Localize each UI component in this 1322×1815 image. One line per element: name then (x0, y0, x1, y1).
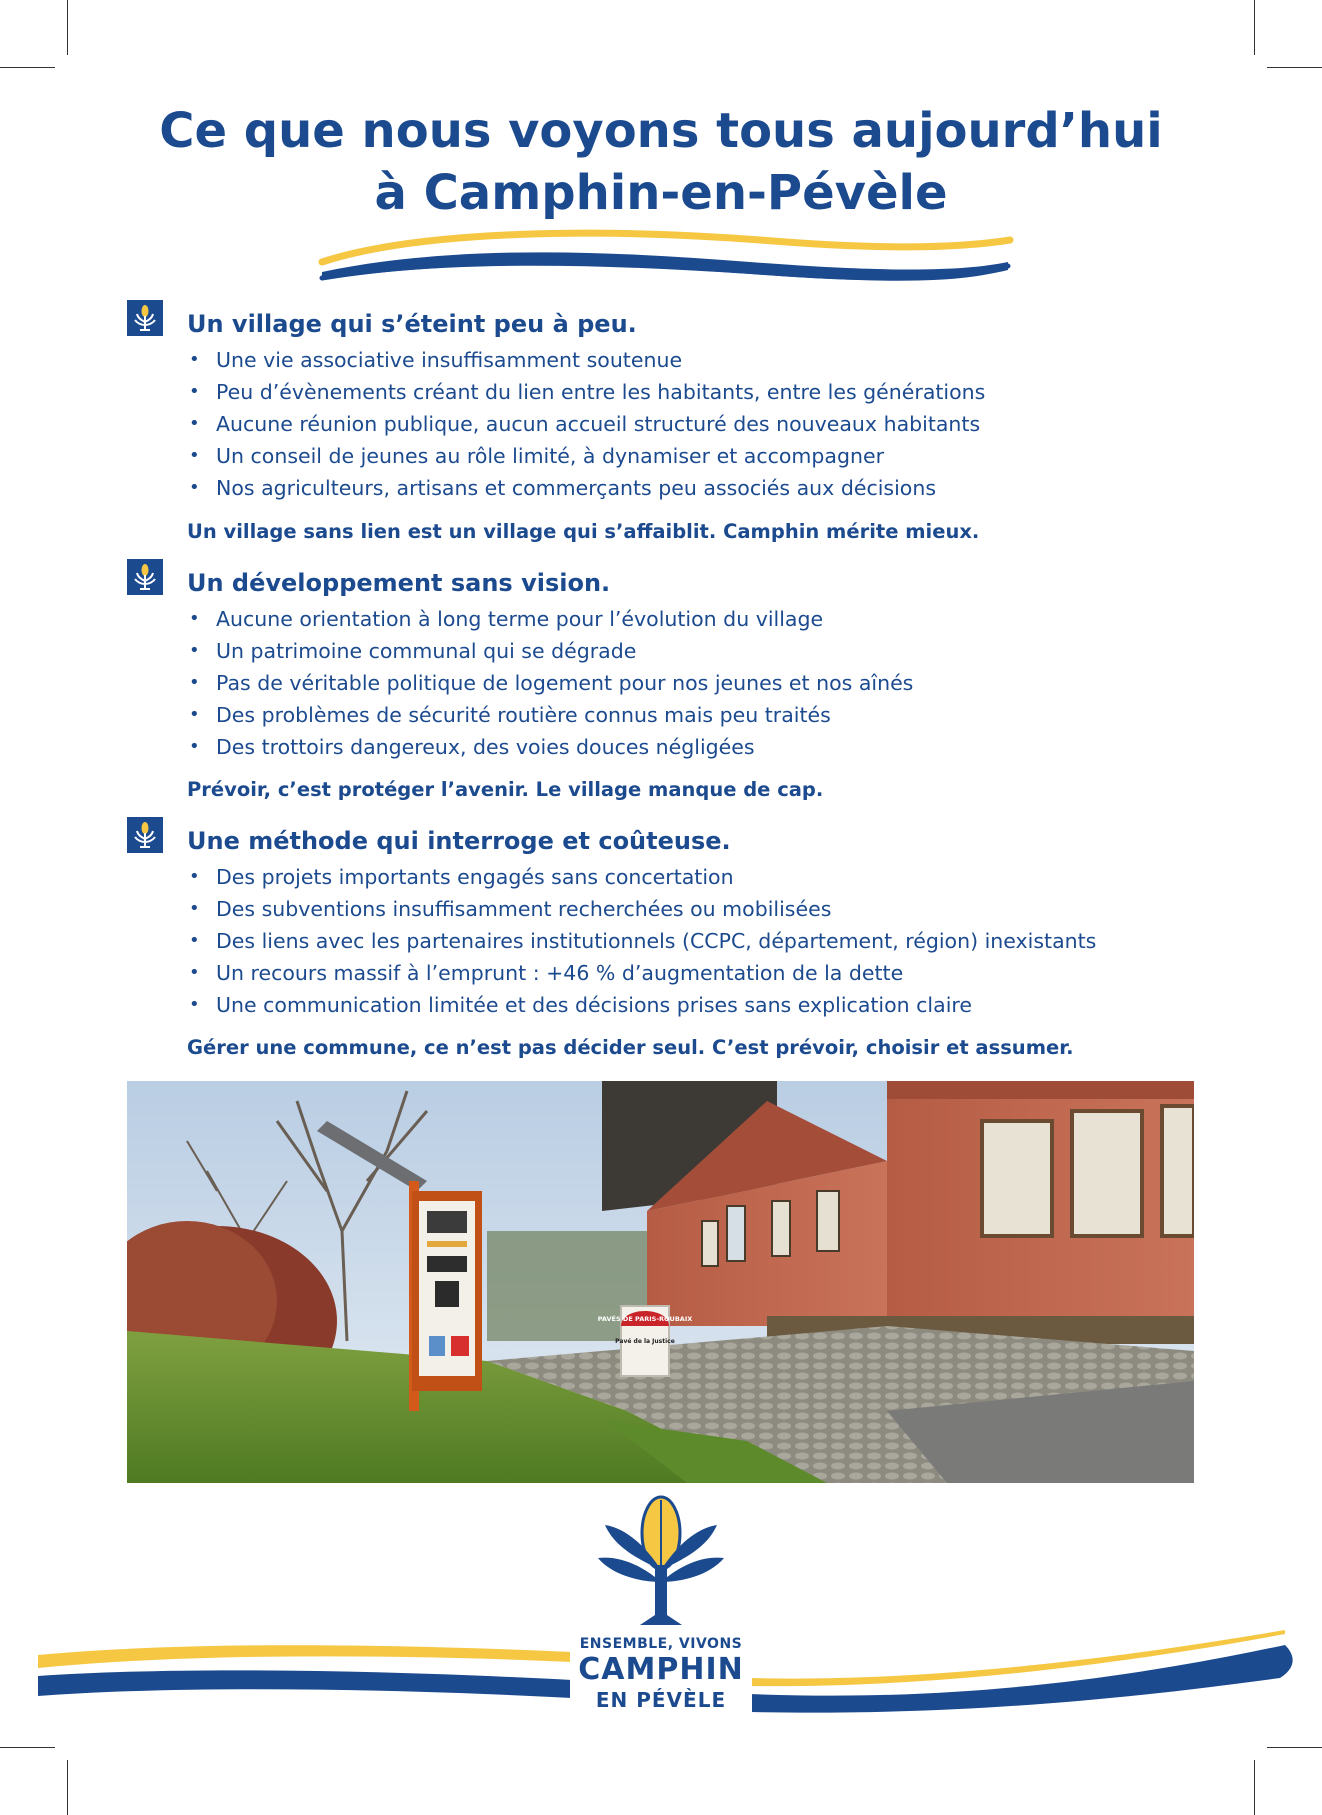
list-item: • Une communication limitée et des décisions prises sans explication claire (187, 989, 1096, 1021)
section-conclusion: Gérer une commune, ce n’est pas décider seul. C’est prévoir, choisir et assumer. (187, 1036, 1074, 1059)
list-item: • Nos agriculteurs, artisans et commerçants peu associés aux décisions (187, 472, 985, 504)
list-item: • Des problèmes de sécurité routière connus mais peu traités (187, 699, 913, 731)
section-heading: Une méthode qui interroge et coûteuse. (187, 827, 731, 855)
list-item: • Peu d’évènements créant du lien entre les habitants, entre les générations (187, 376, 985, 408)
sign-top-text: PAVÉS DE PARIS-ROUBAIX (597, 1315, 693, 1323)
list-item: • Une vie associative insuffisamment soutenue (187, 344, 985, 376)
section-heading: Un village qui s’éteint peu à peu. (187, 310, 637, 338)
section-heading: Un développement sans vision. (187, 569, 611, 597)
list-item: • Des projets importants engagés sans concertation (187, 861, 1096, 893)
list-item: • Aucune orientation à long terme pour l’évolution du village (187, 603, 913, 635)
logo-text-line3: EN PÉVÈLE (595, 1688, 727, 1712)
title-line-2: à Camphin-en-Pévèle (374, 165, 948, 221)
list-item: • Pas de véritable politique de logement pour nos jeunes et nos aînés (187, 667, 913, 699)
section-conclusion: Prévoir, c’est protéger l’avenir. Le village manque de cap. (187, 778, 824, 801)
logo-text-line2: CAMPHIN (578, 1652, 744, 1687)
list-item: • Des subventions insuffisamment recherchées ou mobilisées (187, 893, 1096, 925)
sign-name-text: Pavé de la Justice (615, 1338, 675, 1345)
list-item: • Un conseil de jeunes au rôle limité, à dynamiser et accompagner (187, 440, 985, 472)
list-item: • Aucune réunion publique, aucun accueil structuré des nouveaux habitants (187, 408, 985, 440)
section-conclusion: Un village sans lien est un village qui s’affaiblit. Camphin mérite mieux. (187, 520, 980, 543)
list-item: • Un recours massif à l’emprunt : +46 % d’augmentation de la dette (187, 957, 1096, 989)
logo-text-line1: ENSEMBLE, VIVONS (579, 1636, 743, 1652)
list-item: • Des liens avec les partenaires institutionnels (CCPC, département, région) inexistants (187, 925, 1096, 957)
list-item: • Des trottoirs dangereux, des voies douces négligées (187, 731, 913, 763)
tree-logo-icon (598, 1497, 724, 1625)
title-line-1: Ce que nous voyons tous aujourd’hui (159, 103, 1163, 159)
list-item: • Un patrimoine communal qui se dégrade (187, 635, 913, 667)
